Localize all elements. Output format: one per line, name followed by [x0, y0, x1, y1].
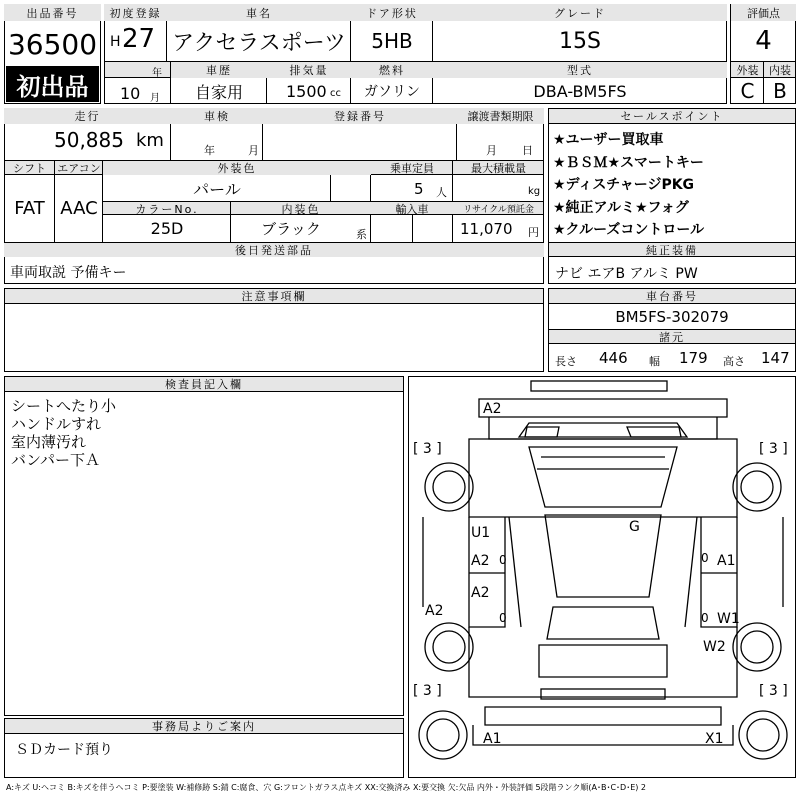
reg-month: 10 [120, 84, 141, 103]
length-label: 長さ [555, 355, 577, 368]
damage-mark: 0 [701, 611, 709, 625]
history: 自家用 [194, 82, 243, 102]
damage-mark: U1 [471, 525, 491, 541]
ac: AAC [60, 198, 98, 219]
grade: 15S [559, 28, 601, 54]
inspector-label: 検査員記入欄 [5, 377, 403, 392]
sales-point: ★クルーズコントロール [553, 222, 705, 238]
int-color: ブラック [261, 220, 321, 238]
car-outline [409, 377, 797, 779]
interior-grade: B [773, 79, 787, 103]
displacement: 1500 [286, 82, 327, 101]
details-grid [4, 108, 544, 284]
score: 4 [755, 26, 772, 56]
color-no: 25D [150, 219, 184, 238]
inspector-line: シートへたり小 [11, 397, 117, 415]
equip: ナビ エアB アルミ PW [555, 266, 698, 282]
load-unit: kg [528, 186, 541, 197]
inspector-box [4, 376, 404, 716]
fuel-label: 燃料 [351, 62, 433, 78]
exterior-label: 外装 [736, 64, 759, 77]
inspection-year-unit: 年 [204, 144, 215, 157]
height-label: 高さ [723, 355, 745, 368]
month-unit: 月 [150, 93, 160, 104]
ext-color: パール [193, 179, 241, 199]
inspector-line: ハンドルすれ [11, 415, 102, 433]
damage-mark: W2 [703, 639, 726, 655]
inspector-line: バンパー下Ａ [11, 451, 100, 469]
int-color-label: 内装色 [281, 202, 321, 216]
sales-point: ★純正アルミ★フォグ [553, 199, 689, 216]
height: 147 [761, 349, 790, 367]
year-unit: 年 [152, 68, 162, 79]
damage-mark: A1 [717, 553, 736, 569]
shift: FAT [14, 198, 45, 219]
sales-label: セールスポイント [549, 109, 795, 124]
transfer-day-unit: 日 [522, 144, 533, 157]
tire-mark-rr: [ 3 ] [759, 683, 788, 699]
era-label: H [110, 34, 121, 50]
damage-mark: G [629, 519, 640, 535]
legend: A:キズ U:ヘコミ B:キズを伴うヘコミ P:要塗装 W:補修跡 S:錆 C:腐食、穴 G:フロントガラス点キズ XX:交換済み X:要交換 欠:欠品 内外・外装評価 5段階ランク順(A･B･C･D･E) 2 [6, 783, 647, 792]
model-label: 型式 [433, 62, 727, 78]
first-listing-badge: 初出品 [16, 72, 89, 101]
notes-label: 注意事項欄 [5, 289, 543, 304]
top-header-grid [4, 4, 796, 104]
chassis-label: 車台番号 [549, 289, 795, 304]
sales-points-box [548, 108, 796, 284]
car-name-label: 車名 [167, 4, 351, 21]
tire-mark-fl: [ 3 ] [413, 441, 442, 457]
displacement-label: 排気量 [267, 62, 351, 78]
width-label: 幅 [649, 355, 660, 368]
car-name: アクセラスポーツ [172, 30, 346, 56]
reg-year: 27 [122, 24, 156, 54]
history-label: 車歴 [171, 62, 267, 78]
grade-label: グレード [433, 4, 727, 21]
load-label: 最大積載量 [471, 162, 526, 175]
damage-mark: A2 [483, 401, 502, 417]
sales-list [553, 129, 704, 242]
office-text: ＳＤカード預り [15, 742, 113, 758]
later-parts: 車両取説 予備キー [10, 265, 127, 281]
inspection-label: 車検 [171, 108, 263, 124]
capacity-unit: 人 [436, 186, 447, 199]
width: 179 [679, 349, 708, 367]
exterior-grade: C [740, 79, 755, 103]
length: 446 [599, 349, 628, 367]
damage-mark: A2 [425, 603, 444, 619]
shift-label: シフト [13, 162, 46, 175]
car-diagram [408, 376, 796, 778]
door-type: 5HB [371, 29, 413, 53]
model-code: DBA-BM5FS [533, 81, 627, 101]
ac-label: エアコン [57, 162, 101, 175]
sales-point: ★ＢＳＭ★スマートキー [553, 154, 704, 171]
chassis-number: BM5FS-302079 [615, 308, 729, 326]
capacity: 5 [414, 180, 424, 198]
mileage-label: 走行 [4, 108, 171, 124]
recycle-unit: 円 [528, 226, 539, 239]
dims-label: 諸元 [549, 329, 795, 344]
color-no-label: カラーNo. [135, 202, 199, 216]
plate-label: 登録番号 [263, 108, 457, 124]
damage-mark: 0 [499, 611, 507, 625]
int-color-suffix: 系 [356, 228, 367, 241]
import-label: 輸入車 [395, 202, 429, 216]
office-label: 事務局よりご案内 [5, 719, 403, 734]
ext-color-label: 外装色 [103, 161, 371, 175]
recycle-label: リサイクル預託金 [463, 205, 534, 215]
office-box [4, 718, 404, 778]
first-reg-label: 初度登録 [104, 4, 167, 21]
damage-mark: A2 [471, 585, 490, 601]
tire-mark-fr: [ 3 ] [759, 441, 788, 457]
damage-mark: A1 [483, 731, 502, 747]
later-parts-label: 後日発送部品 [4, 243, 544, 257]
capacity-label: 乗車定員 [390, 162, 434, 175]
mileage-unit: km [136, 130, 164, 151]
tire-mark-rl: [ 3 ] [413, 683, 442, 699]
inspection-month-unit: 月 [248, 144, 259, 157]
damage-mark: 0 [499, 553, 507, 567]
recycle: 11,070 [460, 220, 513, 238]
sales-point: ★ディスチャージPKG [553, 177, 695, 193]
transfer-label: 譲渡書類期限 [457, 108, 544, 124]
damage-mark: W1 [717, 611, 740, 627]
sales-point: ★ユーザー買取車 [553, 132, 664, 148]
door-label: ドア形状 [351, 4, 433, 21]
damage-mark: X1 [705, 731, 724, 747]
chassis-box [548, 288, 796, 372]
damage-mark: A2 [471, 553, 490, 569]
mileage: 50,885 [54, 128, 124, 152]
damage-mark: 0 [701, 551, 709, 565]
notes-box [4, 288, 544, 372]
displacement-unit: cc [330, 88, 341, 99]
score-label: 評価点 [731, 4, 796, 21]
interior-label: 内装 [769, 64, 791, 77]
inspector-notes [11, 397, 116, 469]
inspector-line: 室内薄汚れ [11, 433, 87, 451]
lot-label: 出品番号 [4, 4, 101, 21]
equip-label: 純正装備 [549, 242, 795, 257]
transfer-month-unit: 月 [486, 144, 497, 157]
lot-number: 36500 [7, 27, 98, 61]
fuel: ガソリン [364, 84, 420, 100]
